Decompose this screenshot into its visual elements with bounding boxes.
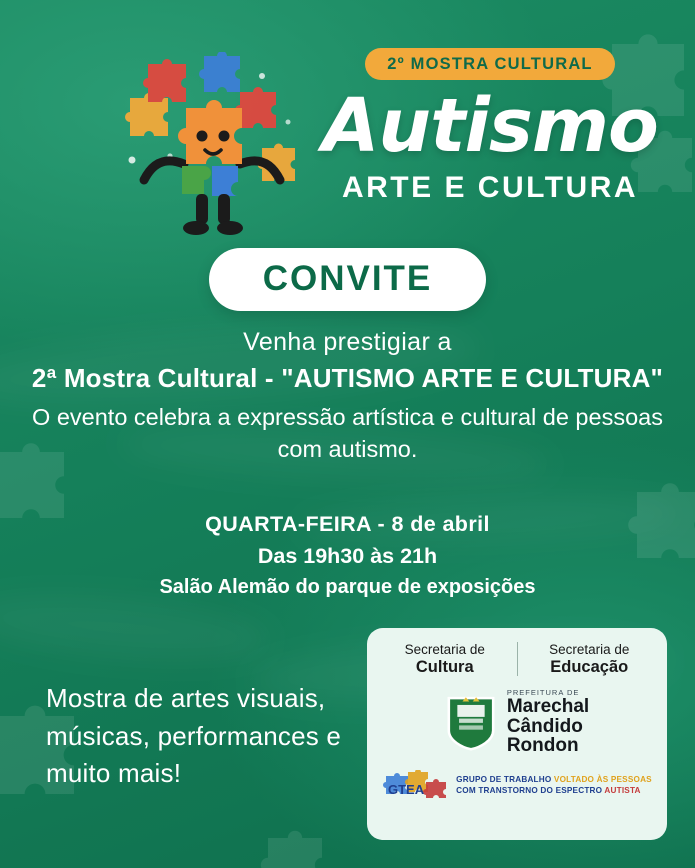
city-crest-icon (445, 693, 497, 751)
invite-pill-wrap (0, 248, 695, 311)
secretaria-educacao-big: Educação (550, 657, 629, 676)
mostra-badge: 2º MOSTRA CULTURAL (365, 48, 614, 80)
prefeitura-label: PREFEITURA DE (506, 688, 580, 698)
secretaria-cultura (379, 642, 511, 676)
secretarias-row (379, 642, 655, 676)
gtea-line-1: GRUPO DE TRABALHO VOLTADO ÀS PESSOAS (456, 774, 652, 784)
secretaria-cultura-big: Cultura (415, 657, 474, 676)
gtea-text-block (456, 774, 652, 796)
invite-line-3: O evento celebra a expressão artística e cultural de pessoas com autismo. (32, 404, 663, 462)
city-name-block (507, 688, 589, 755)
institutional-logo-card (367, 628, 667, 840)
event-date: QUARTA-FEIRA - 8 de abril (205, 512, 490, 536)
gtea-line-2: COM TRANSTORNO DO ESPECTRO AUTISTA (456, 785, 641, 795)
city-line-2: Cândido (506, 715, 583, 737)
invite-copy (30, 328, 665, 465)
event-time: Das 19h30 às 21h (257, 544, 438, 568)
city-line-1: Marechal (506, 696, 590, 718)
svg-text:GTEA: GTEA (388, 781, 425, 797)
puzzle-mascot-icon (112, 52, 312, 242)
poster-header (0, 30, 695, 270)
divider (517, 642, 518, 676)
prefeitura-row (379, 688, 655, 755)
poster-title-block (300, 48, 680, 205)
gtea-row (379, 770, 655, 800)
poster-slogan: Mostra de artes visuais, músicas, performances e muito mais! (46, 683, 342, 789)
invite-pill: CONVITE (209, 248, 487, 311)
page-subtitle: ARTE E CULTURA (341, 170, 639, 204)
invite-line-1: Venha prestigiar a (243, 328, 452, 356)
puzzle-watermark-icon (250, 820, 340, 868)
page-title: Autismo (322, 83, 658, 169)
event-details (0, 512, 695, 606)
invite-line-2: 2ª Mostra Cultural - "AUTISMO ARTE E CULTURA" (31, 363, 664, 393)
secretaria-educacao (524, 642, 656, 676)
gtea-puzzle-icon (382, 770, 448, 800)
secretaria-cultura-small: Secretaria de (404, 642, 485, 657)
secretaria-educacao-small: Secretaria de (549, 642, 630, 657)
city-line-3: Rondon (506, 735, 579, 757)
event-place: Salão Alemão do parque de exposições (159, 576, 536, 598)
